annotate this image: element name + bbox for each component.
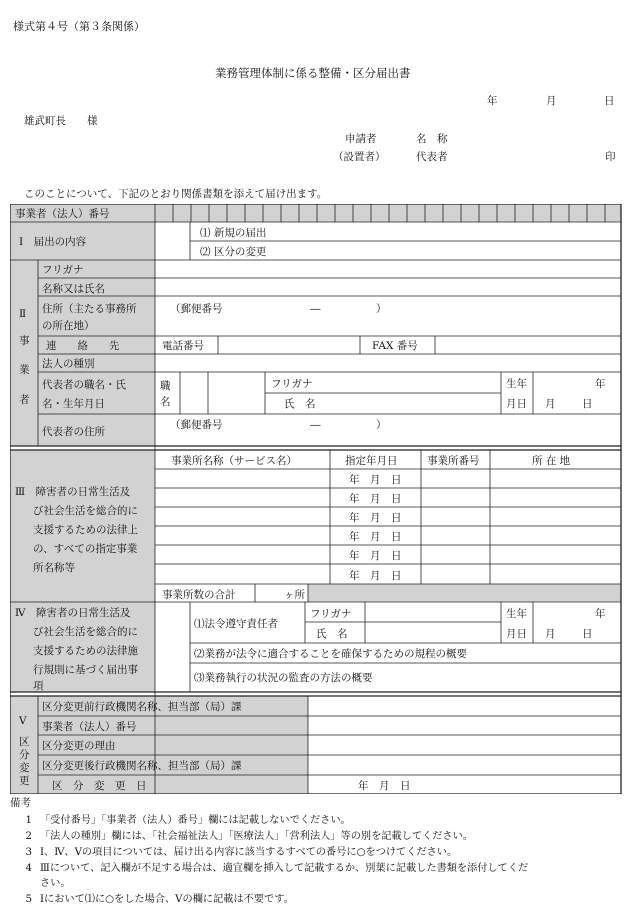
seal-label: 印 — [605, 151, 616, 163]
sec2-side-label-2: 事 — [19, 335, 30, 347]
sec2-fax-label: FAX 番号 — [372, 340, 418, 352]
sec2-contact-label: 連 絡 先 — [46, 340, 120, 352]
applicant-rep-label: 代表者 — [416, 151, 448, 163]
note-4 — [14, 859, 528, 874]
applicant-label: 申請者 — [345, 133, 377, 145]
sec3-label-5: 所名称等 — [33, 562, 75, 574]
intro-text: このことについて、下記のとおり関係書類を添えて届け出ます。 — [24, 188, 328, 200]
note-3 — [14, 843, 457, 858]
note-number: 1 — [25, 815, 32, 826]
sec3-col-location: 所 在 地 — [532, 455, 571, 467]
sec4-furigana-label: フリガナ — [310, 608, 352, 620]
sec5-prev-agency-label: 区分変更前行政機関名称、担当部（局）課 — [42, 701, 242, 713]
sec3-row-6-date: 年 月 日 — [349, 570, 402, 582]
sec3-col-number: 事業所番号 — [427, 455, 480, 467]
sec2-birth-year: 年 — [595, 378, 606, 390]
sec4-audit-method[interactable]: ⑶業務執行の状況の監査の方法の概要 — [194, 672, 373, 684]
sec2-postal-label: （郵便番号 — [170, 303, 223, 315]
note-text: 「受付番号」「事業者（法人）番号」欄には記載しないでください。 — [40, 815, 351, 826]
sec5-side-label-2: 区 — [19, 736, 30, 748]
sec5-operator-number-label: 事業者（法人）番号 — [42, 721, 137, 733]
sec3-row-3-date: 年 月 日 — [349, 512, 402, 524]
sec4-label-5: 項 — [33, 680, 44, 692]
sec3-label-1: Ⅲ 障害者の日常生活及 — [15, 486, 131, 498]
sec2-rep-label-1: 代表者の職名・氏 — [42, 379, 126, 391]
sec2-rep-name-label: 氏 名 — [284, 398, 316, 410]
sec3-col-date: 指定年月日 — [345, 455, 398, 467]
form-number: 様式第４号（第３条関係） — [13, 20, 145, 33]
sec4-name-label: 氏 名 — [316, 628, 348, 640]
date-month-label: 月 — [546, 95, 557, 107]
sec2-side-label-4: 者 — [19, 394, 30, 406]
sec5-new-agency-label: 区分変更後行政機関名称、担当部（局）課 — [42, 760, 242, 772]
note-2 — [14, 827, 473, 842]
sec3-label-3: 支援するための法律上 — [33, 524, 138, 536]
note-number: 5 — [25, 894, 32, 905]
sec4-compliance-officer[interactable]: ⑴法令遵守責任者 — [194, 618, 278, 630]
sec4-label-2: び社会生活を総合的に — [33, 626, 138, 638]
sec2-title-label-b: 名 — [160, 396, 171, 408]
note-number: 3 — [25, 847, 32, 858]
note-1 — [14, 811, 351, 826]
sec3-row-2-date: 年 月 日 — [349, 493, 402, 505]
sec4-birth-day: 日 — [582, 628, 593, 640]
note-number: 4 — [25, 863, 32, 874]
sec2-side-label-3: 業 — [19, 364, 30, 376]
sec1-option-change[interactable]: ⑵ 区分の変更 — [200, 246, 267, 258]
note-4-continued — [14, 874, 71, 889]
sec4-compliance-rules[interactable]: ⑵業務が法令に適合することを確保するための規程の概要 — [194, 648, 467, 660]
sec4-birth-month: 月 — [545, 628, 556, 640]
applicant-name-label: 名 称 — [416, 133, 448, 145]
sec2-side-label-1: Ⅱ — [19, 308, 27, 320]
sec1-option-new[interactable]: ⑴ 新規の届出 — [200, 227, 267, 239]
sec3-label-2: び社会生活を総合的に — [33, 505, 138, 517]
sec2-rep-label-2: 名・生年月日 — [42, 398, 105, 410]
sec5-change-date-label: 区 分 変 更 日 — [52, 780, 147, 792]
sec2-address-label-1: 住所（主たる事務所 — [42, 303, 137, 315]
sec2-rep-address-label: 代表者の住所 — [42, 426, 105, 438]
sec5-side-label-3: 分 — [19, 749, 30, 761]
sec2-rep-postal-close: ） — [376, 419, 387, 431]
date-day-label: 日 — [604, 95, 615, 107]
sec2-birth-label-a: 生年 — [506, 378, 527, 390]
sec3-row-4-date: 年 月 日 — [349, 531, 402, 543]
sec5-change-date-value: 年 月 日 — [358, 780, 411, 792]
sec2-furigana-label: フリガナ — [42, 264, 84, 276]
form-grid — [10, 204, 622, 794]
sec2-rep-postal-label: （郵便番号 — [170, 419, 223, 431]
note-text: Ⅰにおいて⑴に○をした場合、Ⅴの欄に記載は不要です。 — [40, 894, 294, 905]
sec2-phone-label: 電話番号 — [162, 340, 204, 352]
sec2-corp-type-label: 法人の種別 — [42, 358, 95, 370]
sec4-label-1: Ⅳ 障害者の日常生活及 — [15, 607, 131, 619]
sec4-label-4: 行規則に基づく届出事 — [33, 664, 138, 676]
sec2-name-label: 名称又は氏名 — [42, 283, 105, 295]
sec4-birth-label-b: 月日 — [506, 628, 527, 640]
installer-label: （設置者） — [333, 151, 386, 163]
sec2-rep-furigana-label: フリガナ — [271, 378, 313, 390]
sec5-reason-label: 区分変更の理由 — [42, 740, 116, 752]
sec2-rep-postal-dash: ― — [310, 419, 321, 431]
sec2-address-label-2: の所在地） — [42, 320, 95, 332]
sec4-label-3: 支援するための法律施 — [33, 645, 138, 657]
sec1-label: Ⅰ 届出の内容 — [19, 236, 87, 248]
sec3-label-4: の、すべての指定事業 — [33, 543, 138, 555]
sec2-birth-label-b: 月日 — [506, 398, 527, 410]
operator-number-label: 事業者（法人）番号 — [15, 208, 110, 220]
sec3-row-1-date: 年 月 日 — [349, 474, 402, 486]
sec4-birth-year: 年 — [595, 608, 606, 620]
note-text: Ⅲについて、記入欄が不足する場合は、適宜欄を挿入して記載するか、別葉に記載した書類を添付してくだ — [40, 863, 529, 874]
document-title: 業務管理体制に係る整備・区分届出書 — [215, 66, 411, 80]
note-text: さい。 — [40, 878, 71, 889]
sec2-title-label-a: 職 — [160, 380, 171, 392]
sec2-birth-day: 日 — [582, 398, 593, 410]
sec2-postal-dash: ― — [310, 303, 321, 315]
note-5 — [14, 890, 294, 905]
note-text: Ⅰ、Ⅳ、Ⅴの項目については、届け出る内容に該当するすべての番号に○をつけてください。 — [40, 847, 458, 858]
sec4-birth-label-a: 生年 — [506, 608, 527, 620]
sec3-row-5-date: 年 月 日 — [349, 550, 402, 562]
notes-title: 備考 — [10, 797, 31, 809]
sec5-side-label-1: Ⅴ — [19, 715, 27, 727]
sec3-total-label: 事業所数の合計 — [162, 589, 236, 601]
sec2-postal-close: ） — [376, 303, 387, 315]
sec5-side-label-5: 更 — [19, 775, 30, 787]
sec5-side-label-4: 変 — [19, 762, 30, 774]
sec3-col-name: 事業所名称（サービス名） — [171, 455, 297, 467]
addressee: 雄武町長 様 — [24, 115, 98, 127]
date-year-label: 年 — [487, 95, 498, 107]
note-text: 「法人の種別」欄には、「社会福祉法人」「医療法人」「営利法人」等の別を記載してください。 — [40, 831, 473, 842]
note-number: 2 — [25, 831, 32, 842]
sec3-total-unit: ヶ所 — [284, 589, 305, 601]
sec2-birth-month: 月 — [545, 398, 556, 410]
